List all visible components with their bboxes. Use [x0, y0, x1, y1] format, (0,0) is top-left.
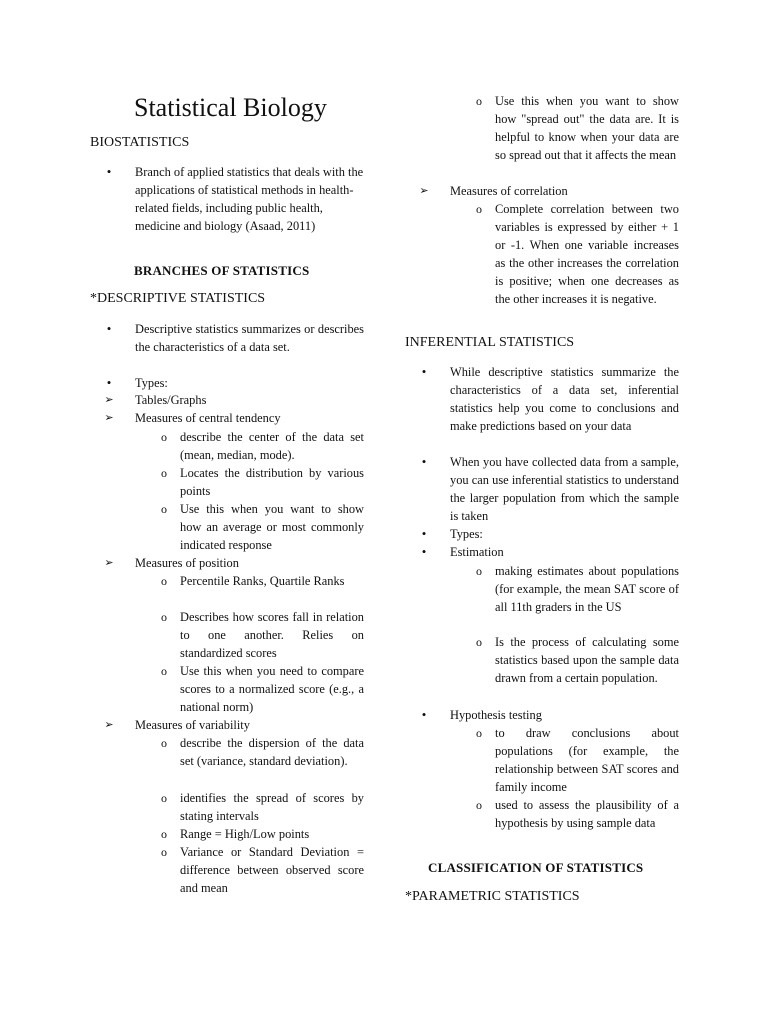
list-item-hypothesis: • Hypothesis testing	[450, 706, 679, 724]
list-item-position: ➢ Measures of position	[135, 554, 364, 572]
circle-bullet-icon: o	[476, 798, 482, 812]
descriptive-heading: *DESCRIPTIVE STATISTICS	[90, 291, 266, 306]
list-item-central-3: o Use this when you want to show how an average or most commonly indicated response	[180, 500, 364, 554]
circle-bullet-icon: o	[161, 791, 167, 805]
circle-bullet-icon: o	[161, 574, 167, 588]
circle-bullet-icon: o	[161, 736, 167, 750]
list-item-hyp-2: o used to assess the plausibility of a hypothesis by using sample data	[495, 796, 679, 832]
bullet-icon: •	[106, 375, 112, 390]
list-item-position-1: o Percentile Ranks, Quartile Ranks	[180, 572, 364, 590]
circle-bullet-icon: o	[161, 430, 167, 444]
circle-bullet-icon: o	[476, 202, 482, 216]
classification-heading: CLASSIFICATION OF STATISTICS	[428, 860, 644, 875]
bullet-icon: •	[421, 364, 427, 379]
page-title: Statistical Biology	[134, 93, 327, 122]
list-item-central-2: o Locates the distribution by various points	[180, 464, 364, 500]
list-item-estimation: • Estimation	[450, 543, 679, 561]
arrow-icon: ➢	[104, 394, 114, 406]
biostatistics-heading: BIOSTATISTICS	[90, 135, 190, 150]
bullet-icon: •	[106, 164, 112, 179]
circle-bullet-icon: o	[161, 466, 167, 480]
arrow-icon: ➢	[419, 185, 429, 197]
list-item-spread: o Use this when you want to show how "spread out" the data are. It is helpful to know when your data are so spread out that it affects the mean	[495, 92, 679, 164]
list-item-tables: ➢ Tables/Graphs	[135, 391, 364, 409]
branches-heading: BRANCHES OF STATISTICS	[134, 263, 310, 278]
circle-bullet-icon: o	[476, 726, 482, 740]
list-item-var-2: o identifies the spread of scores by stating intervals	[180, 789, 364, 825]
list-item-correlation-1: o Complete correlation between two variables is expressed by either + 1 or -1. When one variable increases as the other increases the correlation is positive; when one decreases as the other increases it is negative.	[495, 200, 679, 308]
list-item-inf-1: • While descriptive statistics summarize the characteristics of a data set, inferential statistics help you come to conclusions and make predictions based on your data	[450, 363, 679, 435]
list-item-central: ➢ Measures of central tendency	[135, 409, 364, 427]
list-item-biostat-def: • Branch of applied statistics that deals with the applications of statistical methods in health-related fields, including public health, medicine and biology (Asaad, 2011)	[135, 163, 364, 235]
list-item-hyp-1: o to draw conclusions about populations (for example, the relationship between SAT scores and family income	[495, 724, 679, 796]
circle-bullet-icon: o	[161, 610, 167, 624]
list-item-types-right: • Types:	[450, 525, 679, 543]
list-item-desc-def: • Descriptive statistics summarizes or describes the characteristics of a data set.	[135, 320, 364, 356]
circle-bullet-icon: o	[161, 502, 167, 516]
bullet-icon: •	[421, 454, 427, 469]
list-item-est-2: o Is the process of calculating some statistics based upon the sample data drawn from a certain population.	[495, 633, 679, 687]
list-item-position-3: o Use this when you need to compare scores to a normalized score (e.g., a national norm)	[180, 662, 364, 716]
circle-bullet-icon: o	[161, 827, 167, 841]
bullet-icon: •	[421, 526, 427, 541]
arrow-icon: ➢	[104, 412, 114, 424]
arrow-icon: ➢	[104, 557, 114, 569]
circle-bullet-icon: o	[476, 564, 482, 578]
list-item-central-1: o describe the center of the data set (mean, median, mode).	[180, 428, 364, 464]
circle-bullet-icon: o	[476, 94, 482, 108]
inferential-heading: INFERENTIAL STATISTICS	[405, 335, 575, 350]
parametric-heading: *PARAMETRIC STATISTICS	[405, 889, 580, 904]
arrow-icon: ➢	[104, 719, 114, 731]
circle-bullet-icon: o	[161, 664, 167, 678]
circle-bullet-icon: o	[476, 635, 482, 649]
list-item-position-2: o Describes how scores fall in relation to one another. Relies on standardized scores	[180, 608, 364, 662]
list-item-variability: ➢ Measures of variability	[135, 716, 364, 734]
bullet-icon: •	[421, 544, 427, 559]
list-item-est-1: o making estimates about populations (for example, the mean SAT score of all 11th graders in the US	[495, 562, 679, 616]
list-item-var-3: o Range = High/Low points	[180, 825, 364, 843]
list-item-var-4: o Variance or Standard Deviation = difference between observed score and mean	[180, 843, 364, 897]
list-item-types: • Types:	[135, 374, 364, 392]
list-item-var-1: o describe the dispersion of the data set (variance, standard deviation).	[180, 734, 364, 770]
list-item-correlation: ➢ Measures of correlation	[450, 182, 679, 200]
list-item-inf-2: • When you have collected data from a sample, you can use inferential statistics to understand the larger population from which the sample is taken	[450, 453, 679, 525]
bullet-icon: •	[421, 707, 427, 722]
bullet-icon: •	[106, 321, 112, 336]
circle-bullet-icon: o	[161, 845, 167, 859]
